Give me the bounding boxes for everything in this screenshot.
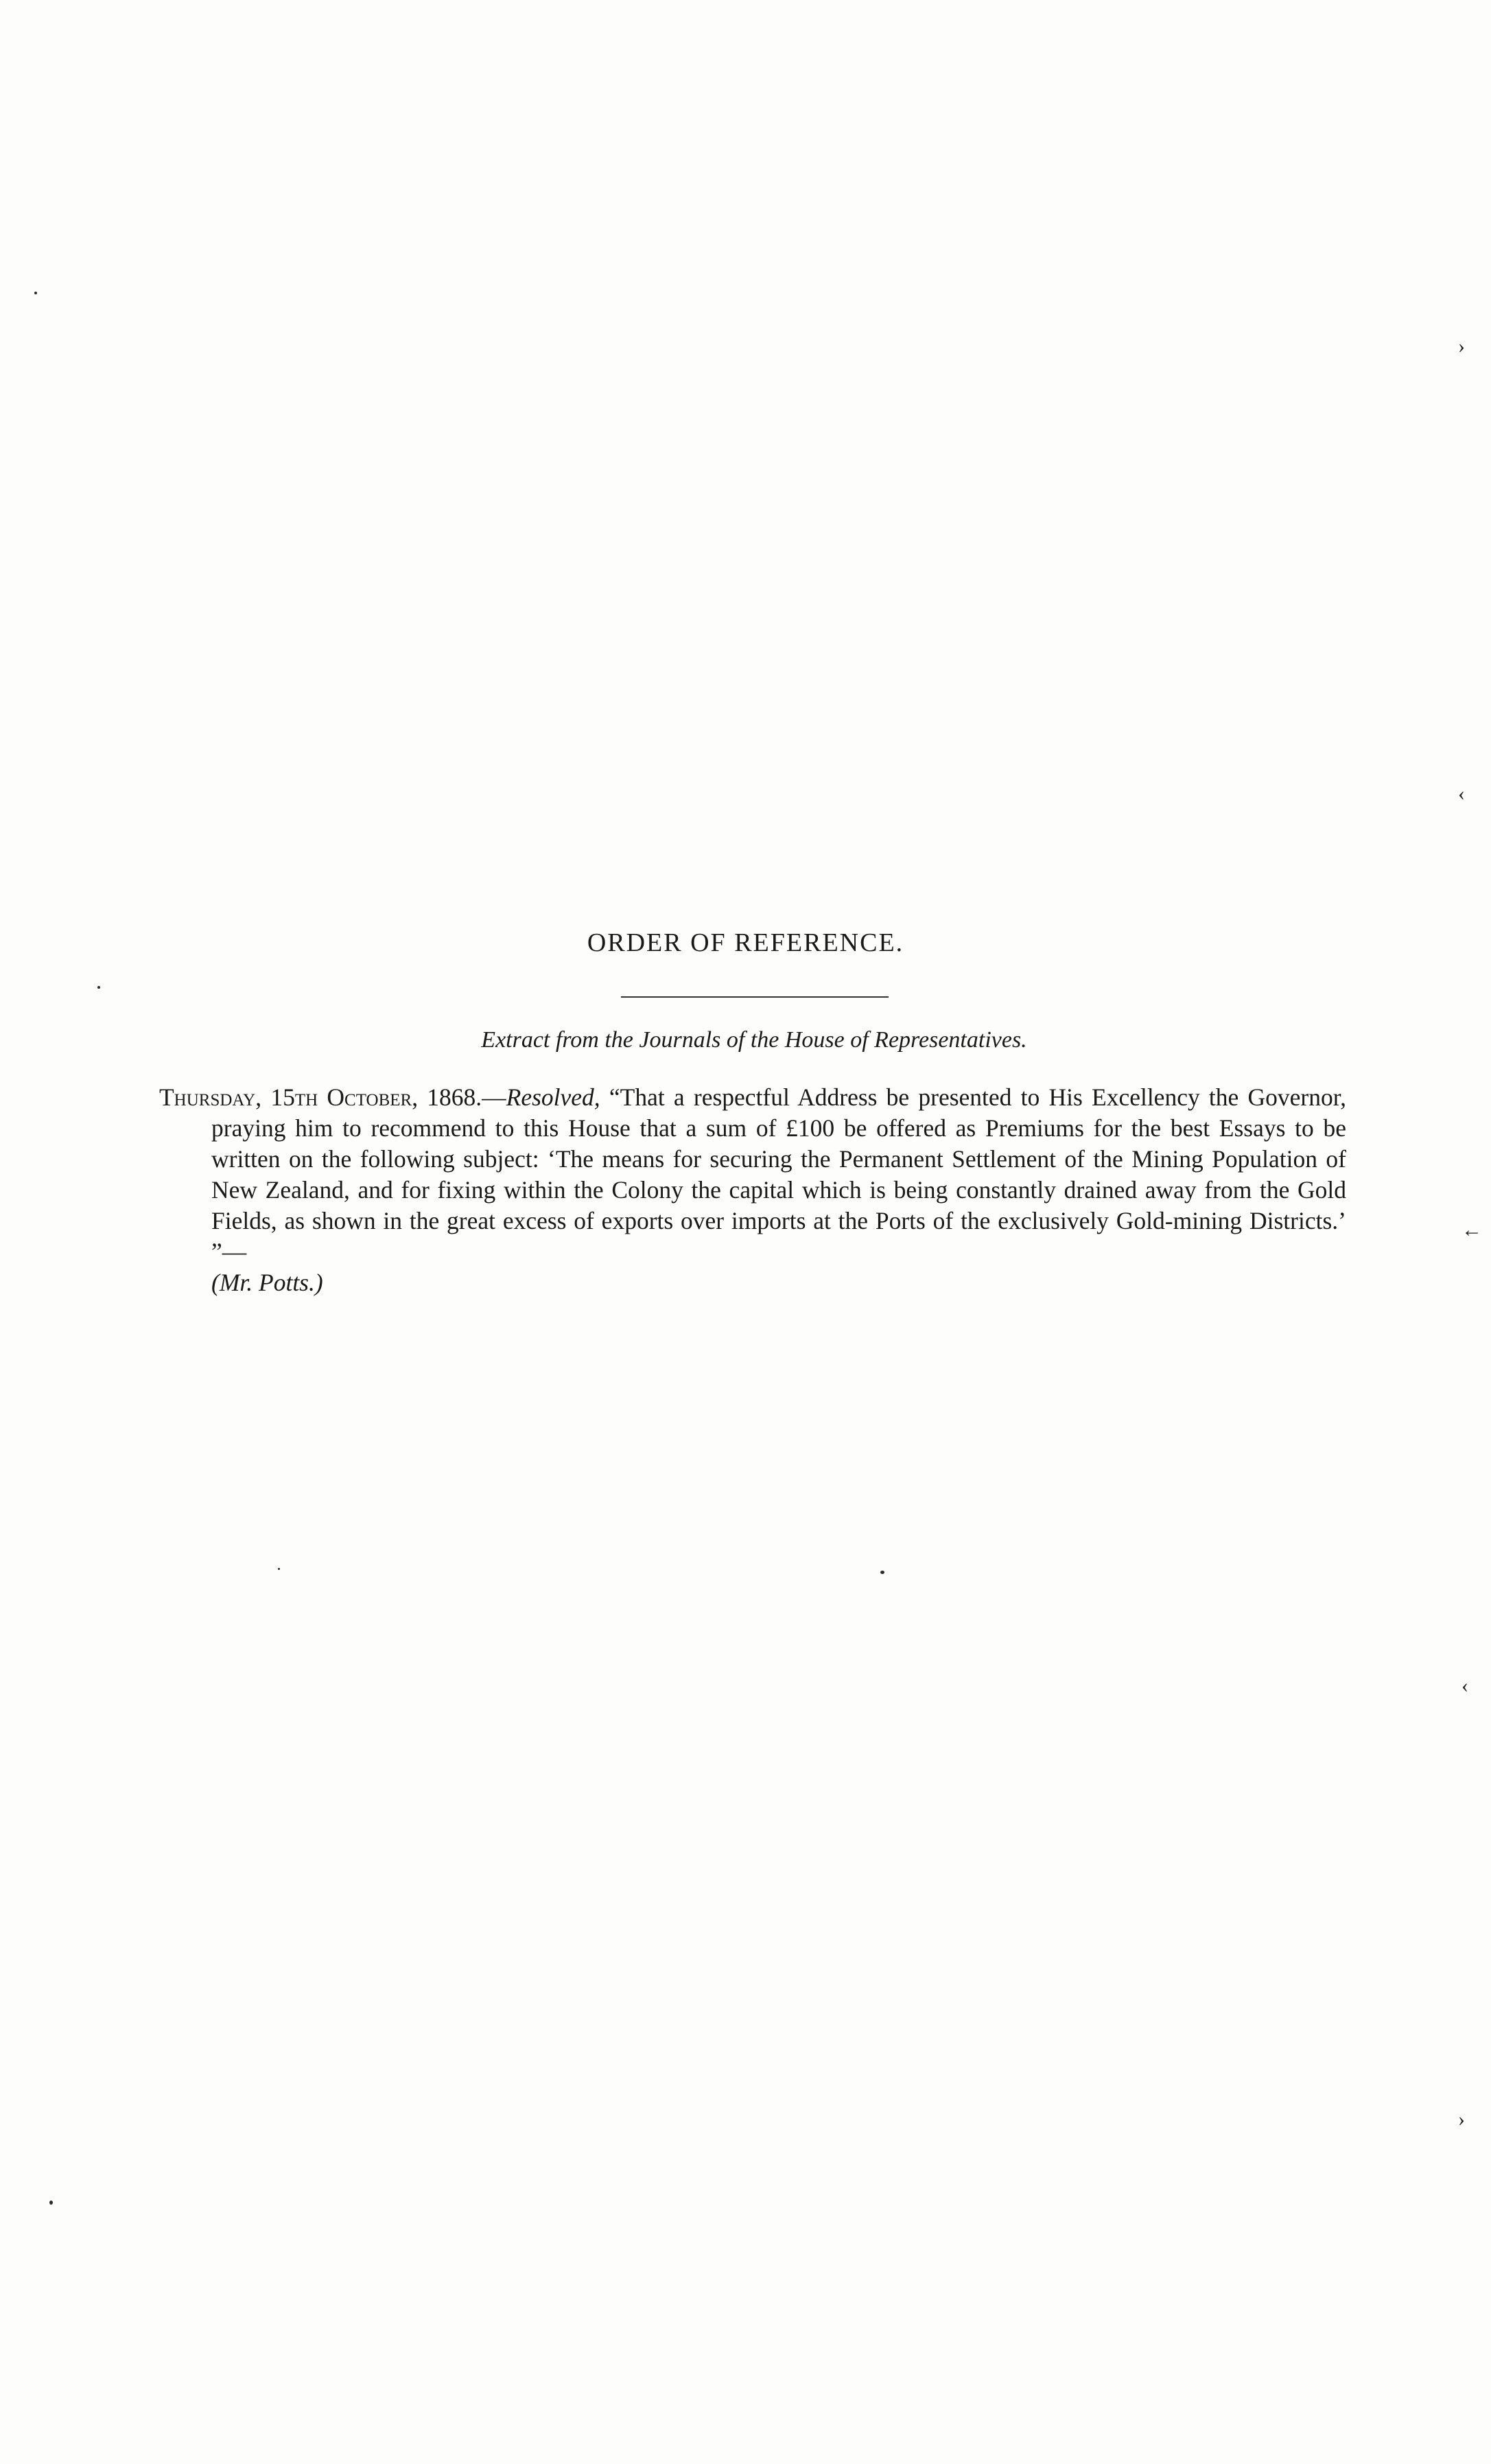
scan-mark: ← bbox=[1461, 1219, 1482, 1241]
title-rule bbox=[621, 996, 889, 998]
entry-resolved: Resolved, bbox=[506, 1083, 600, 1111]
scan-speck bbox=[880, 1571, 884, 1574]
scan-mark: › bbox=[1458, 335, 1465, 357]
resolution-entry bbox=[159, 1082, 1346, 1298]
scan-speck bbox=[97, 986, 100, 989]
entry-day: Thursday, bbox=[159, 1083, 262, 1111]
entry-year: 1868.— bbox=[427, 1083, 506, 1111]
scan-mark: › bbox=[1458, 2108, 1465, 2131]
scan-speck bbox=[34, 292, 37, 294]
page-title: ORDER OF REFERENCE. bbox=[587, 928, 904, 957]
entry-month: October, bbox=[327, 1083, 419, 1111]
entry-date-number: 15th bbox=[270, 1083, 318, 1111]
scan-speck bbox=[49, 2201, 53, 2205]
entry-mover: (Mr. Potts.) bbox=[211, 1269, 323, 1296]
scan-mark: ‹ bbox=[1461, 1674, 1468, 1697]
scan-speck bbox=[278, 1568, 280, 1570]
subtitle: Extract from the Journals of the House of Representatives. bbox=[481, 1027, 1027, 1053]
entry-body: “That a respectful Address be presented to His Excellency the Governor, praying him to recommend to this House that a sum of £100 be offered as Premiums for the best Essays to be written on the following subject: ‘The means for securing the Permanent Settlement of the Mining Population of New Zealand, and for fixing within the Colony the capital which is being constantly drained away from the Gold Fields, as shown in the great excess of exports over imports at the Ports of the exclusively Gold-mining Districts.’ ”— bbox=[211, 1083, 1346, 1265]
scan-mark: ‹ bbox=[1458, 782, 1465, 805]
